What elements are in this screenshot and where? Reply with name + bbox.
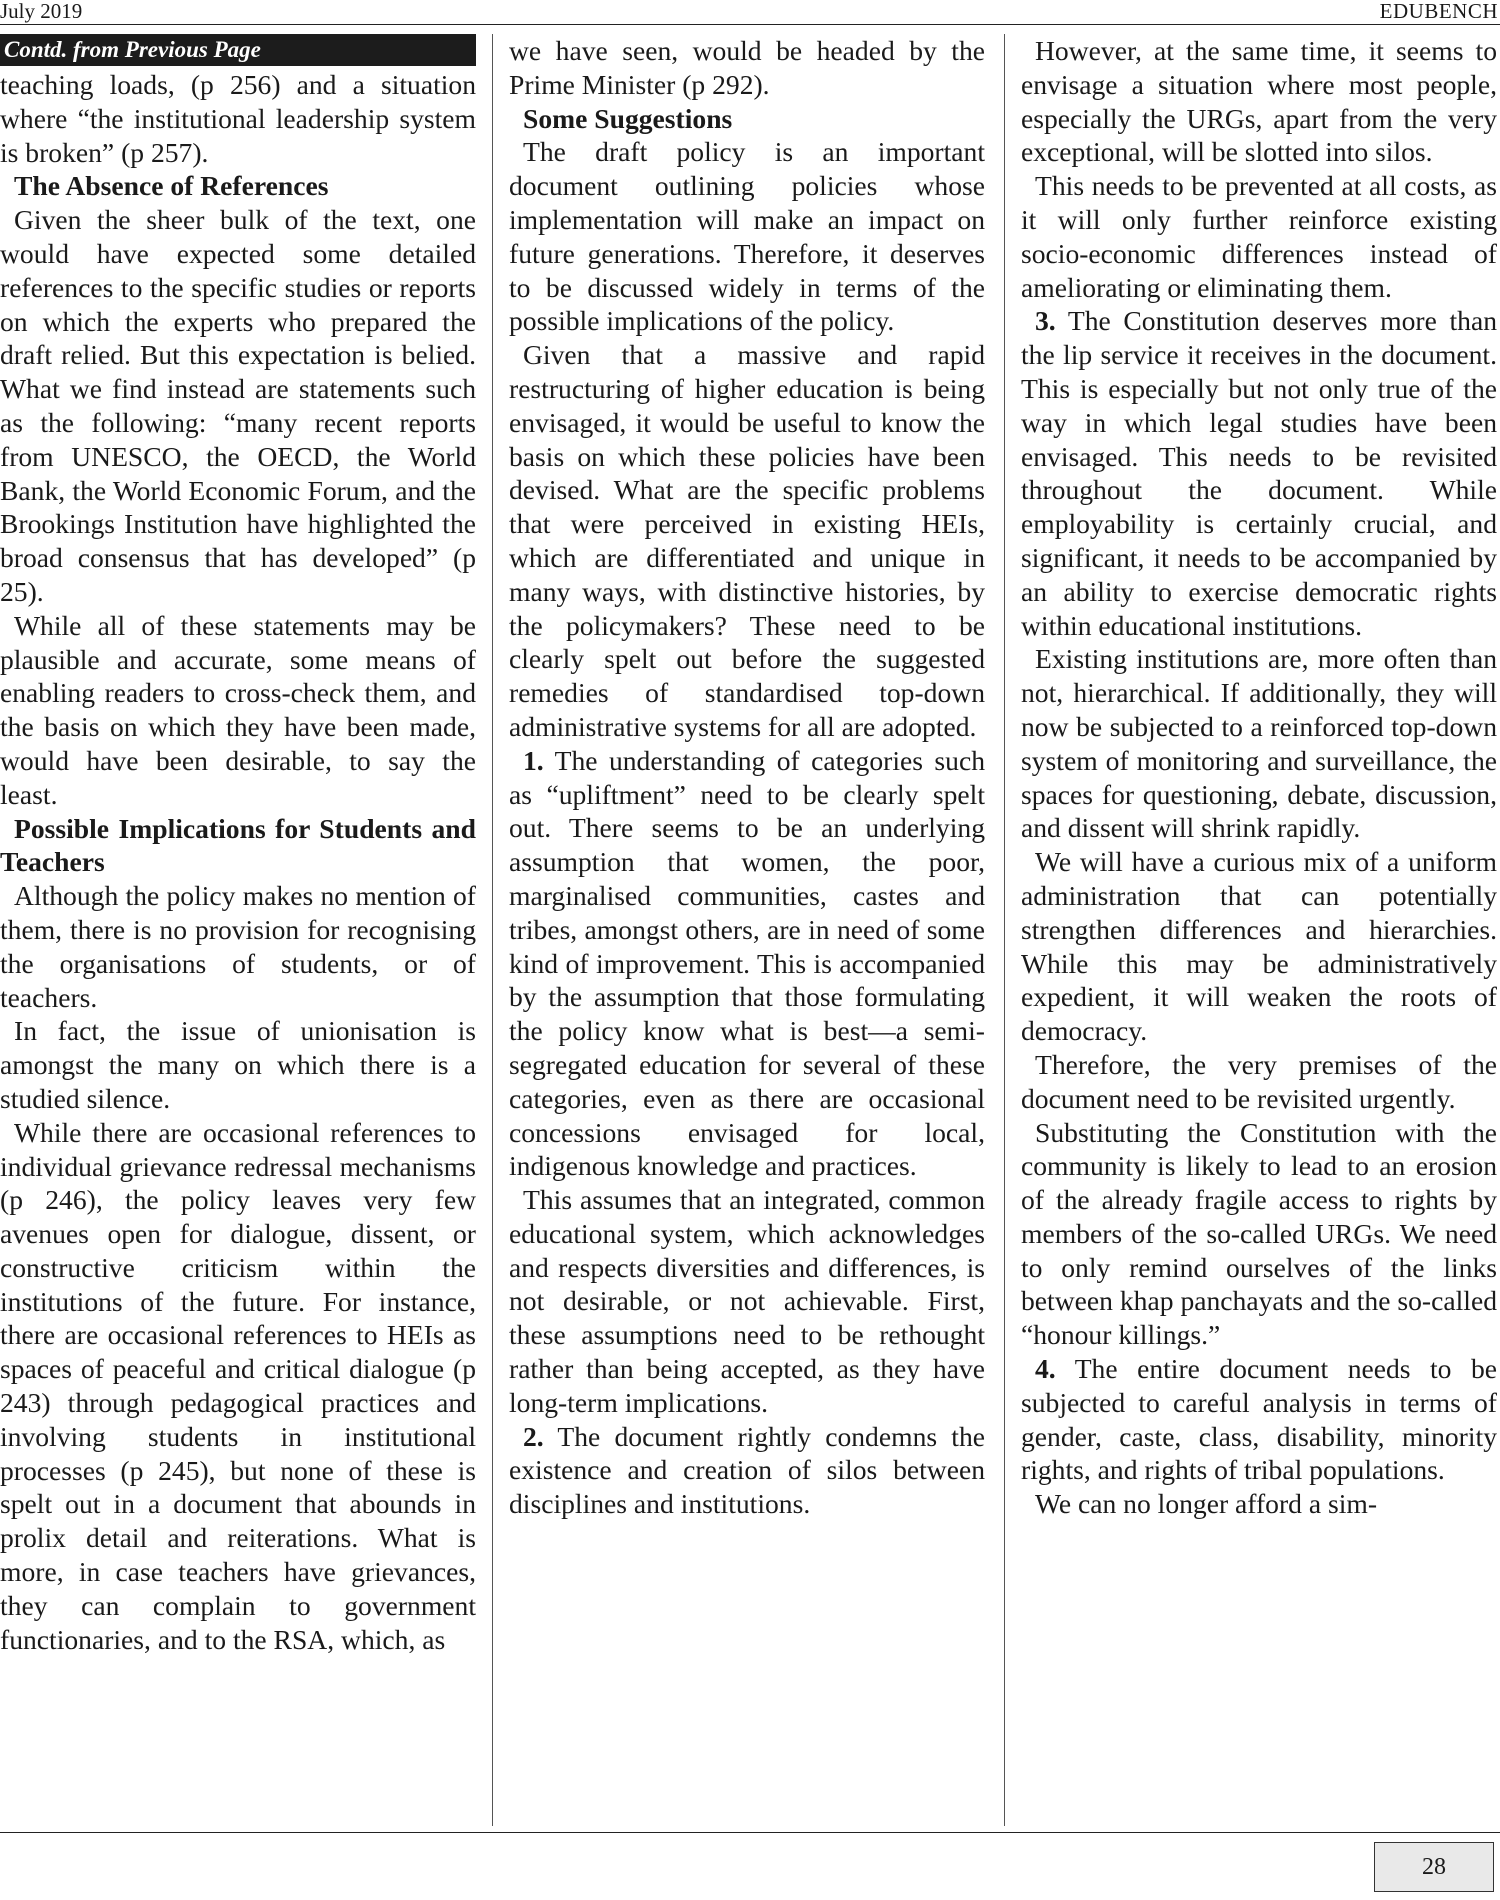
page-header — [0, 0, 1500, 25]
paragraph-text: Although the policy makes no mention of them, there is no provision for recognising the organisations of students, or of teachers. — [0, 880, 476, 1013]
body-paragraph — [509, 1183, 985, 1420]
body-paragraph — [509, 34, 985, 102]
body-paragraph — [1021, 1487, 1497, 1521]
body-paragraph — [0, 1014, 476, 1115]
paragraph-text: We will have a curious mix of a uniform administration that can potentially strengthen differences and hierarchies. While this may be administratively expedient, it will weaken the roots of democracy. — [1021, 846, 1497, 1047]
body-paragraph — [1021, 304, 1497, 642]
continued-banner: Contd. from Previous Page — [0, 34, 476, 66]
paragraph-text: The Constitution deserves more than the lip service it receives in the document. This is especially but not only true of the way in which legal studies have been envisaged. This needs to be revisited throughout the document. While employability is certainly crucial, and significant, it needs to be accompanied by an ability to exercise democratic rights within educational institutions. — [1021, 305, 1497, 641]
body-paragraph — [0, 1116, 476, 1657]
point-number: 3. — [1035, 305, 1056, 337]
body-paragraph — [509, 1420, 985, 1521]
article-column-3 — [1021, 34, 1497, 1521]
section-heading: Some Suggestions — [523, 102, 733, 134]
paragraph-text: The entire document needs to be subjected to careful analysis in terms of gender, caste, class, disability, minority rights, and rights of tribal populations. — [1021, 1353, 1497, 1486]
body-paragraph — [1021, 845, 1497, 1048]
paragraph-text: teaching loads, (p 256) and a situation where “the institutional leadership system is broken” (p 257). — [0, 69, 476, 168]
issue-date: July 2019 — [0, 0, 83, 23]
article-column-1 — [0, 34, 476, 1656]
body-paragraph — [0, 609, 476, 812]
body-paragraph — [1021, 34, 1497, 169]
publication-name: EDUBENCH — [1379, 0, 1498, 23]
section-heading: The Absence of References — [14, 170, 329, 202]
point-number: 1. — [523, 744, 544, 776]
body-paragraph — [1021, 1048, 1497, 1116]
body-paragraph — [509, 338, 985, 744]
body-paragraph — [0, 68, 476, 169]
paragraph-text: While there are occasional references to individual grievance redressal mechanisms (p 246), the policy leaves very few avenues open for dialogue, dissent, or constructive criticism within the institutions of the future. For instance, there are occasional references to HEIs as spaces of peaceful and critical dialogue (p 243) through pedagogical practices and involving students in institutional processes (p 245), but none of these is spelt out in a document that abounds in prolix detail and reiterations. What is more, in case teachers have grievances, they can complain to government functionaries, and to the RSA, which, as — [0, 1116, 476, 1655]
page-footer-rule — [0, 1832, 1500, 1833]
paragraph-text: Existing institutions are, more often than not, hierarchical. If additionally, they will now be subjected to a reinforced top-down system of monitoring and surveillance, the spaces for questioning, debate, discussion, and dissent will shrink rapidly. — [1021, 643, 1497, 844]
point-number: 4. — [1035, 1353, 1056, 1385]
body-paragraph — [1021, 1116, 1497, 1353]
body-paragraph — [0, 203, 476, 609]
body-paragraph — [1021, 169, 1497, 304]
paragraph-text: Given that a massive and rapid restructuring of higher education is being envisaged, it would be useful to know the basis on which these policies have been devised. What are the specific problems that were perceived in existing HEIs, which are differentiated and unique in many ways, with distinctive histories, by the policymakers? These need to be clearly spelt out before the suggested remedies of standardised top-down administrative systems for all are adopted. — [509, 339, 985, 742]
paragraph-text: This assumes that an integrated, common educational system, which acknowledges and respects diversities and differences, is not desirable, or not achievable. First, these assumptions need to be rethought rather than being accepted, as they have long-term implications. — [509, 1184, 985, 1418]
point-number: 2. — [523, 1420, 544, 1452]
paragraph-text: We can no longer afford a sim- — [1035, 1488, 1378, 1520]
body-paragraph — [1021, 1352, 1497, 1487]
paragraph-text: The document rightly condemns the existence and creation of silos between disciplines and institutions. — [509, 1420, 985, 1520]
body-paragraph — [1021, 642, 1497, 845]
paragraph-text: However, at the same time, it seems to envisage a situation where most people, especially the URGs, apart from the very exceptional, will be slotted into silos. — [1021, 35, 1497, 168]
article-column-2 — [509, 34, 985, 1521]
body-paragraph — [0, 879, 476, 1014]
body-paragraph — [509, 135, 985, 338]
paragraph-text: Given the sheer bulk of the text, one would have expected some detailed references to the specific studies or reports on which the experts who prepared the draft relied. But this expectation is belied. What we find instead are statements such as the following: “many recent reports from UNESCO, the OECD, the World Bank, the World Economic Forum, and the Brookings Institution have highlighted the broad consensus that has developed” (p 25). — [0, 204, 476, 607]
paragraph-text: In fact, the issue of unionisation is amongst the many on which there is a studied silence. — [0, 1015, 476, 1114]
paragraph-text: The draft policy is an important document outlining policies whose implementation will make an impact on future generations. Therefore, it deserves to be discussed widely in terms of the possible implications of the policy. — [509, 136, 985, 337]
section-heading: Possible Implications for Students and Teachers — [0, 812, 476, 878]
paragraph-text: While all of these statements may be plausible and accurate, some means of enabling readers to cross-check them, and the basis on which they have been made, would have been desirable, to say the least. — [0, 609, 476, 810]
page-number: 28 — [1374, 1842, 1494, 1892]
paragraph-text: Therefore, the very premises of the document need to be revisited urgently. — [1021, 1048, 1497, 1114]
body-paragraph — [509, 744, 985, 1183]
column-divider — [1004, 34, 1005, 1826]
paragraph-text: we have seen, would be headed by the Prime Minister (p 292). — [509, 35, 985, 100]
paragraph-text: Substituting the Constitution with the community is likely to lead to an erosion of the already fragile access to rights by members of the so-called URGs. We need to only remind ourselves of the links between khap panchayats and the so-called “honour killings.” — [1021, 1116, 1497, 1351]
paragraph-text: The understanding of categories such as “upliftment” need to be clearly spelt out. There seems to be an underlying assumption that women, the poor, marginalised communities, castes and tribes, amongst others, are in need of some kind of improvement. This is accompanied by the assumption that those formulating the policy know what is best—a semi-segregated education for several of these categories, even as there are occasional concessions envisaged for local, indigenous knowledge and practices. — [509, 744, 985, 1182]
paragraph-text: This needs to be prevented at all costs, as it will only further reinforce existing socio-economic differences instead of ameliorating or eliminating them. — [1021, 170, 1497, 303]
column-divider — [492, 34, 493, 1826]
